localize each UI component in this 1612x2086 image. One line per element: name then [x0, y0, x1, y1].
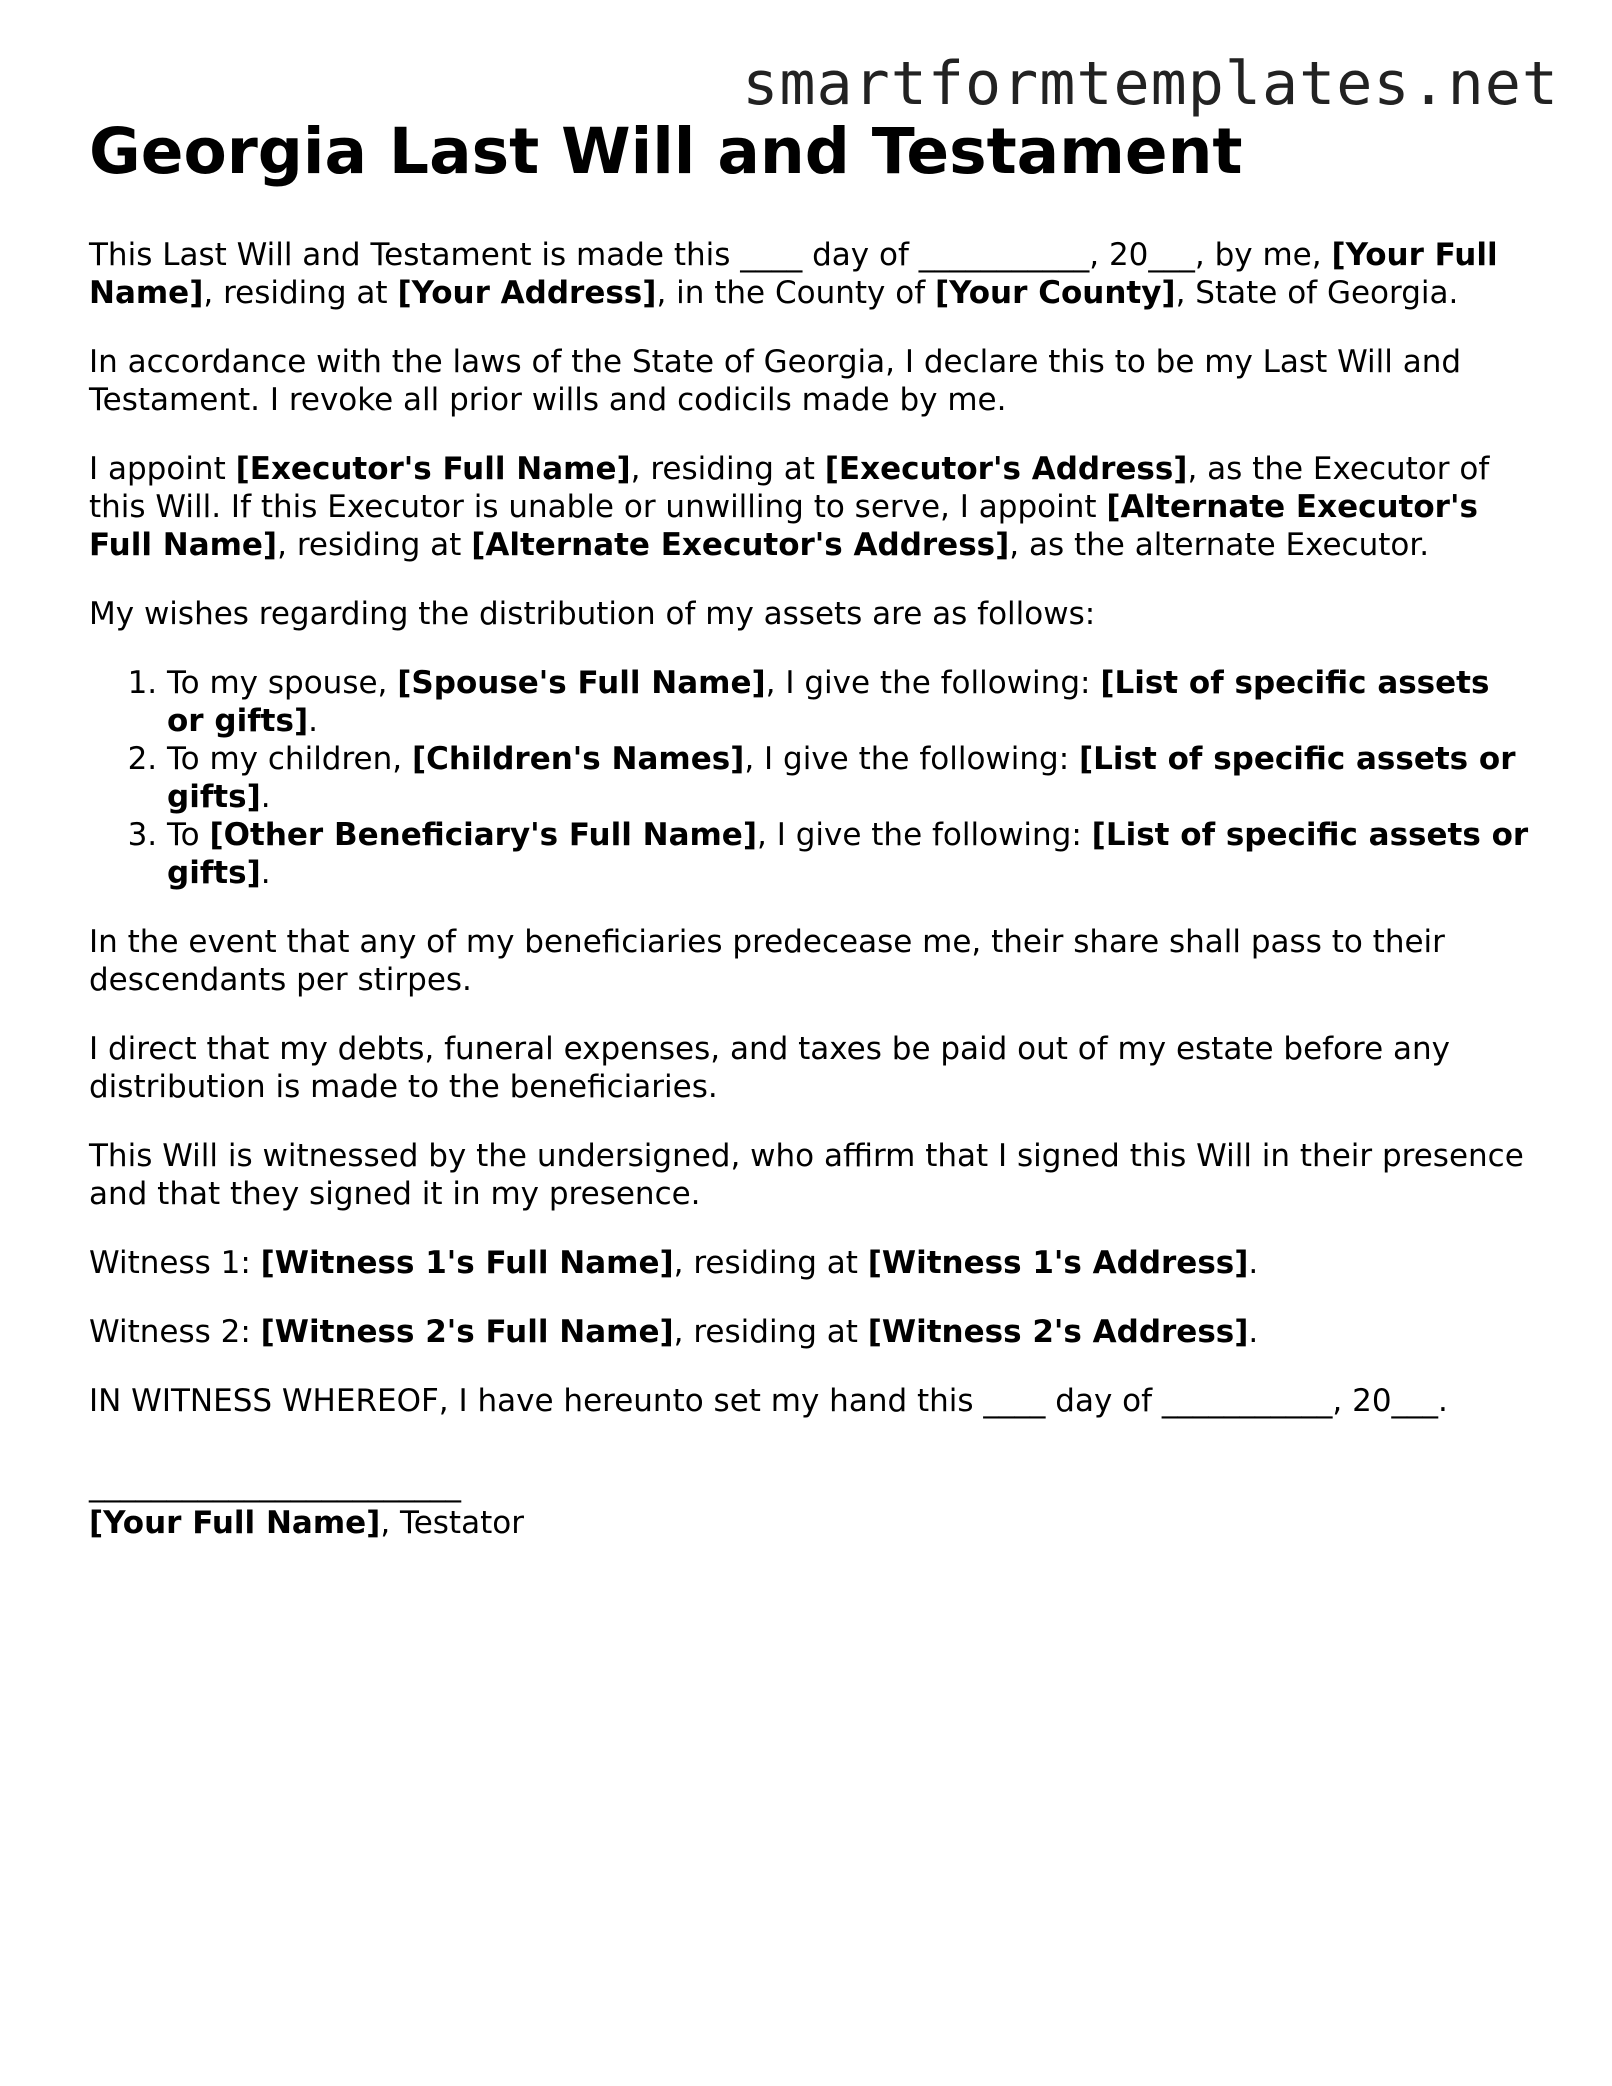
executor-address-placeholder: [Executor's Address]	[824, 451, 1188, 487]
executor-text-4: , residing at	[277, 527, 472, 563]
bequest-text-1: To my spouse,	[167, 665, 398, 701]
watermark: smartformtemplates.net	[742, 49, 1559, 119]
predecease-paragraph: In the event that any of my beneficiaries predecease me, their share shall pass to their descendants per stirpes.	[89, 924, 1445, 998]
bequest-text-3: .	[260, 855, 271, 891]
testator-address-placeholder: [Your Address]	[397, 275, 657, 311]
alternate-executor-name-placeholder: [Alternate Executor's Full Name]	[89, 489, 1478, 563]
witness-2-line	[89, 1313, 1529, 1351]
witness-1-name-placeholder: [Witness 1's Full Name]	[260, 1245, 674, 1281]
signature-line: ________________________	[89, 1467, 461, 1503]
executor-name-placeholder: [Executor's Full Name]	[235, 451, 631, 487]
intro-text-4: , State of Georgia.	[1175, 275, 1459, 311]
witness-1-text: , residing at	[673, 1245, 868, 1281]
witness-2-text: , residing at	[673, 1314, 868, 1350]
witness-2-address-placeholder: [Witness 2's Address]	[867, 1314, 1249, 1350]
intro-text-2: , residing at	[203, 275, 398, 311]
bequest-text-3: .	[260, 779, 271, 815]
witness-1-line	[89, 1244, 1529, 1282]
bequest-text-2: , I give the following:	[757, 817, 1092, 853]
executor-text-2: , residing at	[630, 451, 825, 487]
intro-text-3: , in the County of	[656, 275, 935, 311]
testator-name-placeholder: [Your Full Name]	[89, 237, 1498, 311]
debts-paragraph: I direct that my debts, funeral expenses, and taxes be paid out of my estate before any distribution is made to the beneficiaries.	[89, 1031, 1451, 1105]
witness-1-end: .	[1248, 1245, 1259, 1281]
beneficiary-name-placeholder: [Other Beneficiary's Full Name]	[209, 817, 757, 853]
assets-placeholder: [List of specific assets or gifts]	[167, 665, 1490, 739]
bequest-text-1: To my children,	[167, 741, 412, 777]
testator-county-placeholder: [Your County]	[934, 275, 1176, 311]
executor-text-3: , as the Executor of this Will. If this Executor is unable or unwilling to serve, I appoint	[89, 451, 1490, 525]
witnessed-paragraph: This Will is witnessed by the undersigned, who affirm that I signed this Will in their presence and that they signed it in my presence.	[89, 1138, 1524, 1212]
executor-text-5: , as the alternate Executor.	[1009, 527, 1430, 563]
intro-paragraph	[89, 236, 1529, 312]
assets-placeholder: [List of specific assets or gifts]	[167, 741, 1516, 815]
signature-name-placeholder: [Your Full Name]	[89, 1505, 381, 1541]
page-title: Georgia Last Will and Testament	[89, 115, 1243, 188]
list-item	[167, 664, 1529, 740]
children-names-placeholder: [Children's Names]	[411, 741, 745, 777]
list-item	[167, 816, 1529, 892]
executor-paragraph	[89, 450, 1529, 564]
alternate-executor-address-placeholder: [Alternate Executor's Address]	[471, 527, 1010, 563]
signature-role: , Testator	[380, 1505, 524, 1541]
bequest-text-2: , I give the following:	[765, 665, 1101, 701]
distribution-list	[89, 664, 1529, 892]
executor-text-1: I appoint	[89, 451, 236, 487]
spouse-name-placeholder: [Spouse's Full Name]	[397, 665, 766, 701]
witness-1-label: Witness 1:	[89, 1245, 261, 1281]
distribution-intro: My wishes regarding the distribution of my assets are as follows:	[89, 596, 1096, 632]
in-witness-whereof: IN WITNESS WHEREOF, I have hereunto set my hand this ____ day of ___________, 20___.	[89, 1383, 1448, 1419]
witness-1-address-placeholder: [Witness 1's Address]	[867, 1245, 1249, 1281]
document-body	[89, 110, 1529, 1542]
declaration-paragraph: In accordance with the laws of the State of Georgia, I declare this to be my Last Will and Testament. I revoke all prior wills and codicils made by me.	[89, 344, 1462, 418]
witness-2-name-placeholder: [Witness 2's Full Name]	[260, 1314, 674, 1350]
list-item	[167, 740, 1529, 816]
witness-2-label: Witness 2:	[89, 1314, 261, 1350]
assets-placeholder: [List of specific assets or gifts]	[167, 817, 1529, 891]
bequest-text-2: , I give the following:	[744, 741, 1080, 777]
bequest-text-1: To	[167, 817, 210, 853]
signature-block	[89, 1504, 1529, 1542]
bequest-text-3: .	[308, 703, 318, 739]
witness-2-end: .	[1248, 1314, 1259, 1350]
intro-text-1: This Last Will and Testament is made this ____ day of ___________, 20___, by me,	[89, 237, 1332, 273]
